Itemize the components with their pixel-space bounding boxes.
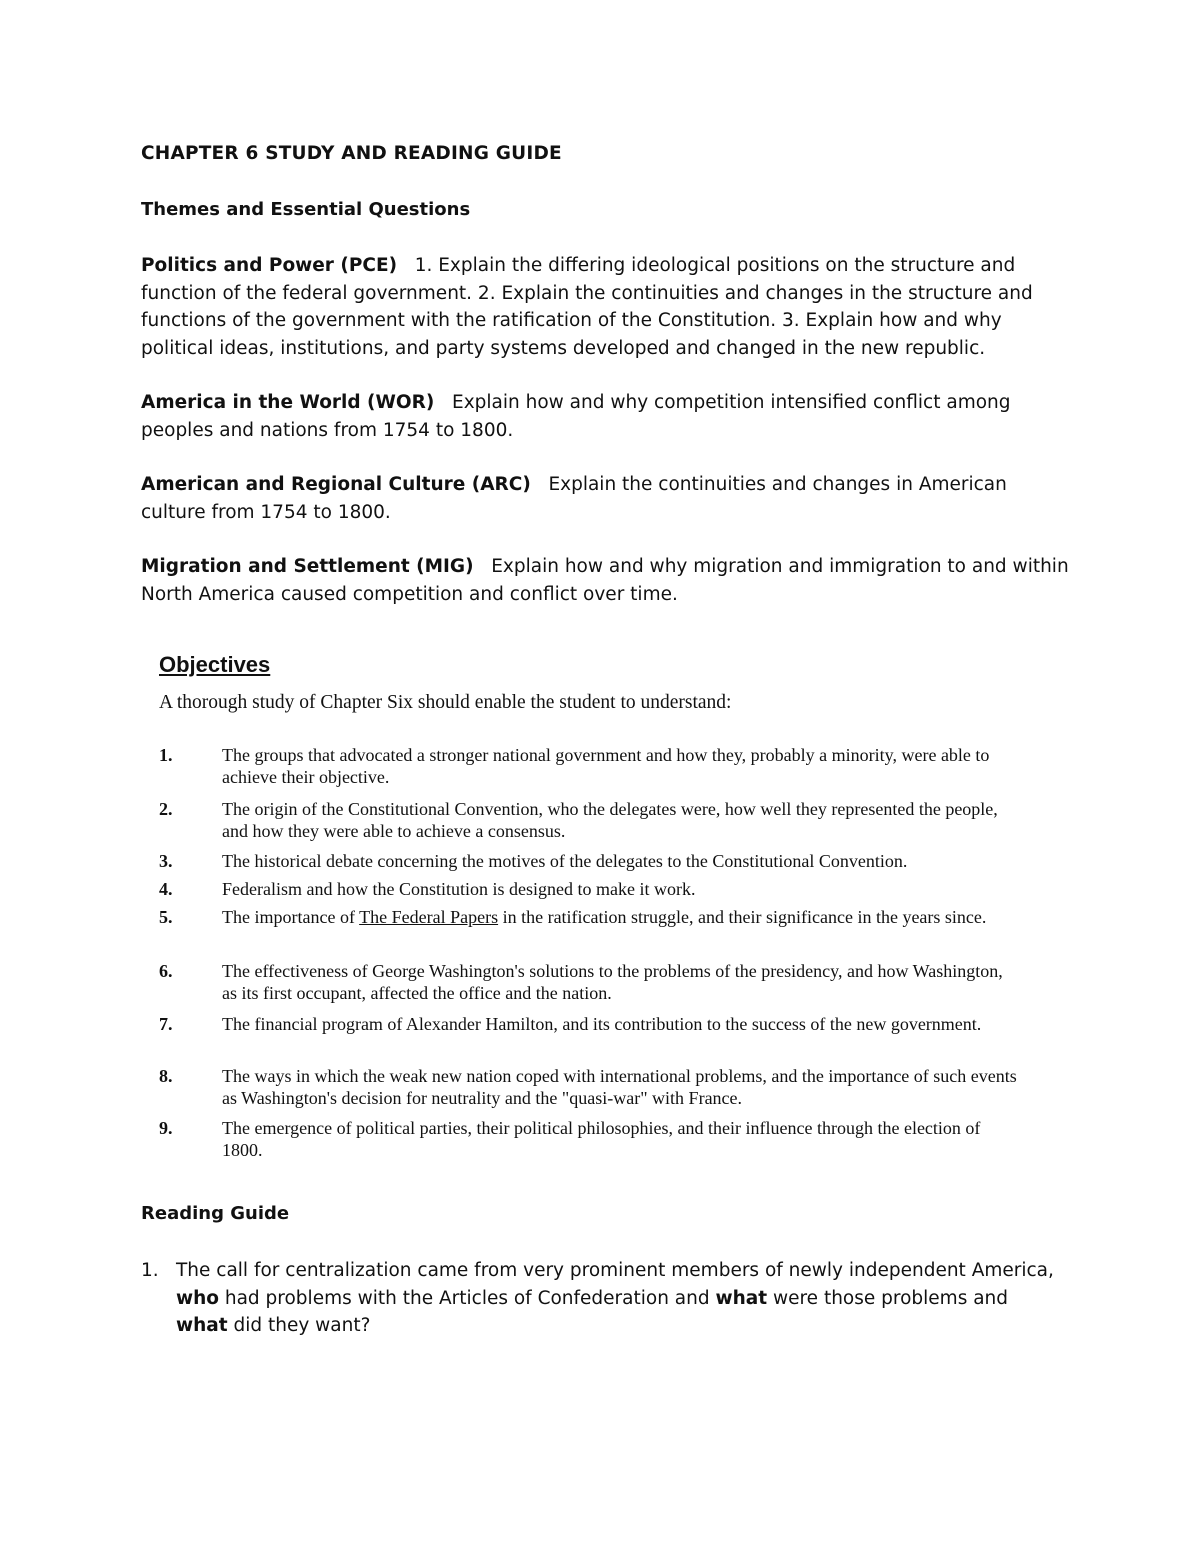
objective-number: 1. bbox=[159, 745, 173, 765]
theme-text: 1. Explain the differing ideological positions on the structure and function of the federal government. 2. Explain the continuities and changes in the structure and functions of the government with the ratification of the Constitution. 3. Explain how and why political ideas, institutions, and party systems developed and changed in the new republic. bbox=[141, 255, 1033, 359]
themes-heading: Themes and Essential Questions bbox=[141, 199, 471, 220]
question-text: The call for centralization came from very prominent members of newly independent America, who had problems with the Articles of Confederation and what were those problems and what did they want? bbox=[176, 1260, 1054, 1336]
objective-number: 9. bbox=[159, 1118, 173, 1138]
objective-text: The financial program of Alexander Hamilton, and its contribution to the success of the new government. bbox=[222, 1014, 982, 1034]
objective-text: The ways in which the weak new nation coped with international problems, and the importance of such events as Washington's decision for neutrality and the "quasi-war" with France. bbox=[222, 1066, 1017, 1108]
objective-text: The historical debate concerning the motives of the delegates to the Constitutional Convention. bbox=[222, 851, 908, 871]
objective-text: The importance of The Federal Papers in the ratification struggle, and their significance in the years since. bbox=[222, 907, 987, 927]
book-title-federal-papers: The Federal Papers bbox=[359, 907, 499, 927]
objectives-heading: Objectives bbox=[159, 652, 271, 677]
question-number: 1. bbox=[141, 1260, 159, 1281]
objective-number: 5. bbox=[159, 907, 173, 927]
theme-politics-and-power bbox=[141, 252, 1071, 362]
objective-text: The emergence of political parties, their political philosophies, and their influence through the election of 1800. bbox=[222, 1118, 981, 1160]
objective-text: Federalism and how the Constitution is designed to make it work. bbox=[222, 879, 696, 899]
page-title: CHAPTER 6 STUDY AND READING GUIDE bbox=[141, 143, 562, 164]
theme-label: American and Regional Culture (ARC) bbox=[141, 474, 531, 495]
theme-label: America in the World (WOR) bbox=[141, 392, 435, 413]
theme-text: Explain how and why competition intensified conflict among peoples and nations from 1754 to 1800. bbox=[141, 392, 1011, 441]
objective-number: 4. bbox=[159, 879, 173, 899]
objective-text: The origin of the Constitutional Convention, who the delegates were, how well they represented the people, and how they were able to achieve a consensus. bbox=[222, 799, 998, 841]
objective-number: 7. bbox=[159, 1014, 173, 1034]
theme-label: Migration and Settlement (MIG) bbox=[141, 556, 474, 577]
objective-number: 6. bbox=[159, 961, 173, 981]
theme-migration-and-settlement bbox=[141, 553, 1071, 608]
objective-number: 3. bbox=[159, 851, 173, 871]
objective-number: 2. bbox=[159, 799, 173, 819]
theme-text: Explain the continuities and changes in American culture from 1754 to 1800. bbox=[141, 474, 1007, 523]
objective-number: 8. bbox=[159, 1066, 173, 1086]
theme-american-regional-culture bbox=[141, 471, 1071, 526]
theme-label: Politics and Power (PCE) bbox=[141, 255, 398, 276]
theme-text: Explain how and why migration and immigration to and within North America caused competition and conflict over time. bbox=[141, 556, 1069, 605]
theme-america-in-the-world bbox=[141, 389, 1071, 444]
objectives-intro: A thorough study of Chapter Six should enable the student to understand: bbox=[159, 692, 732, 713]
objective-text: The groups that advocated a stronger national government and how they, probably a minority, were able to achieve their objective. bbox=[222, 745, 990, 787]
objective-text: The effectiveness of George Washington's solutions to the problems of the presidency, and how Washington, as its first occupant, affected the office and the nation. bbox=[222, 961, 1003, 1003]
reading-guide-heading: Reading Guide bbox=[141, 1203, 290, 1224]
